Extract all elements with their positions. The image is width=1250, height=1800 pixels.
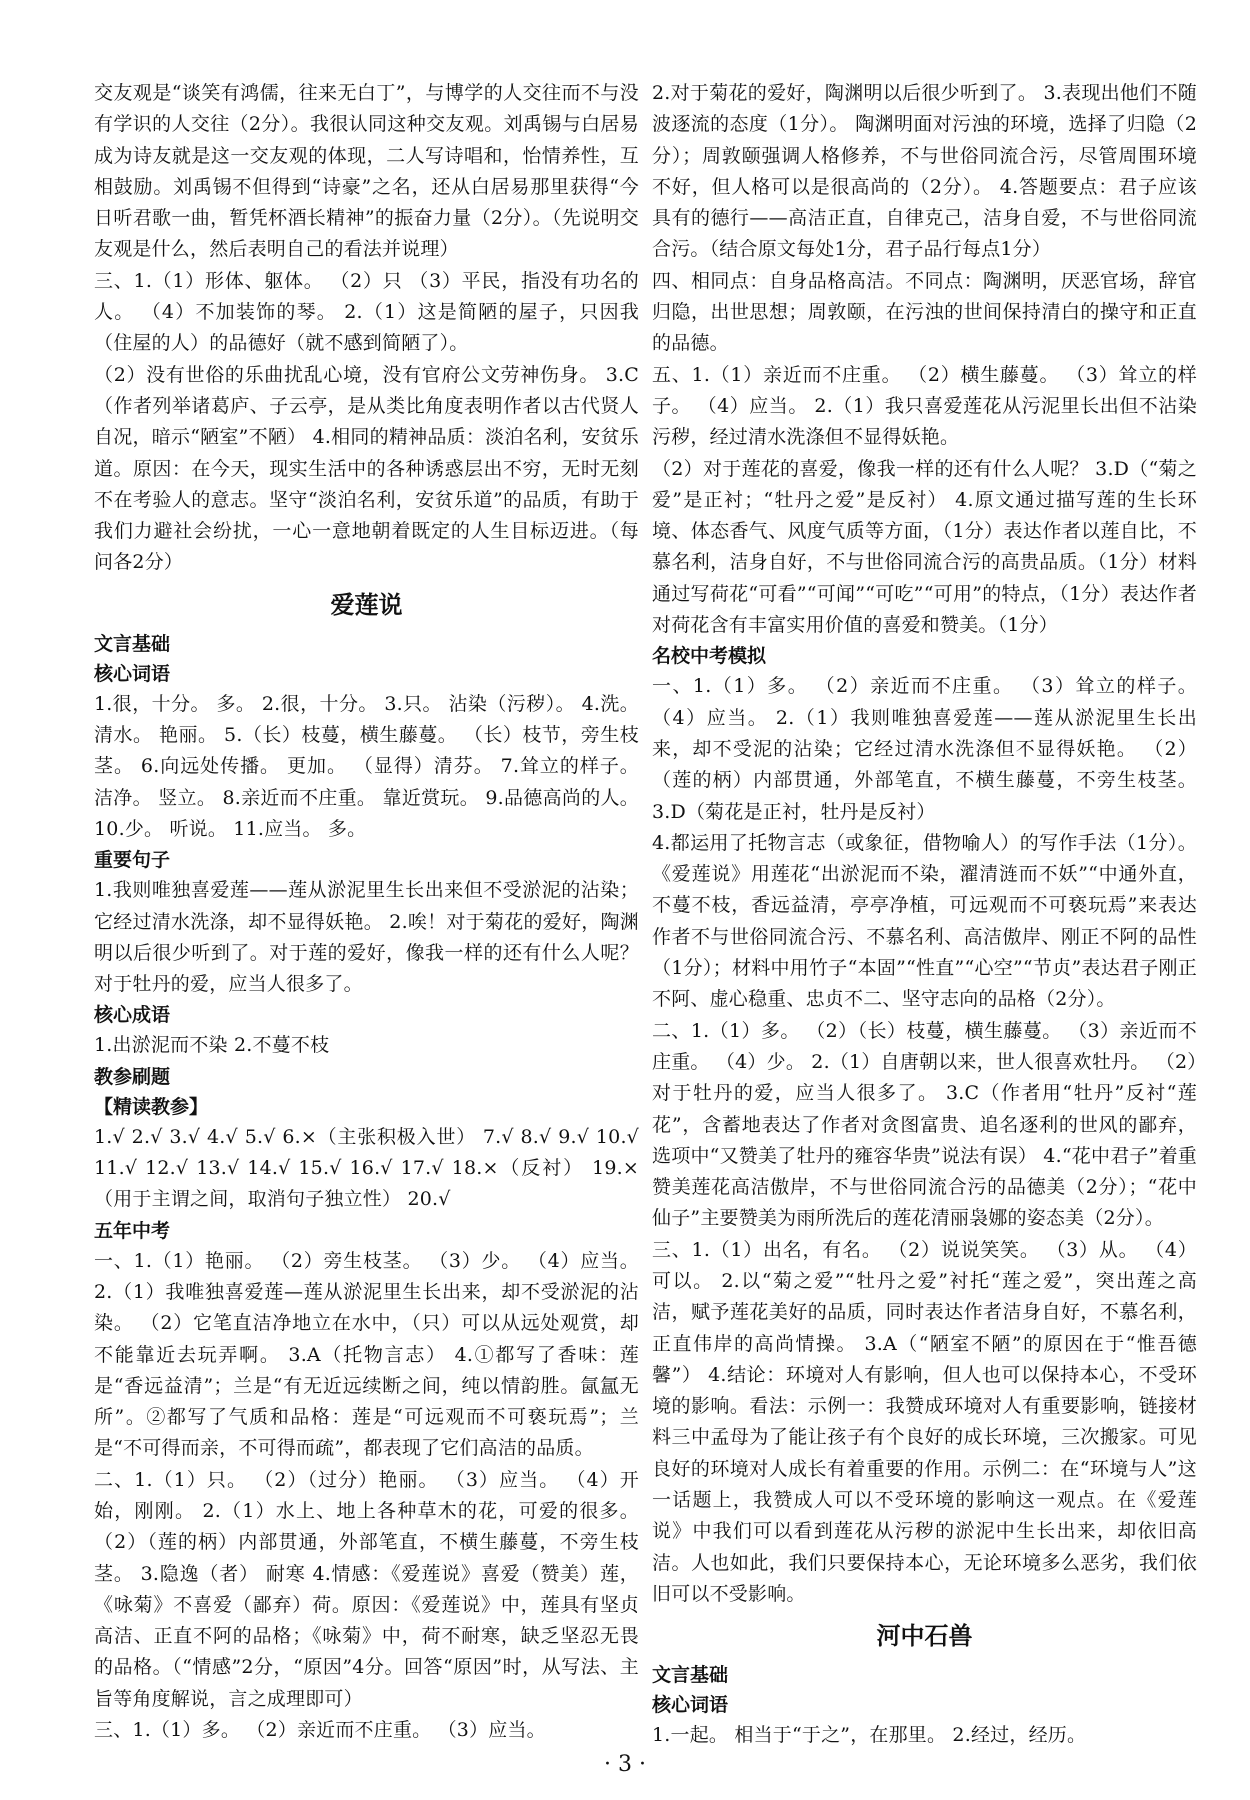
subheading: 教参刷题 (94, 1065, 171, 1088)
paragraph: （2）对于莲花的喜爱，像我一样的还有什么人呢？ 3.D（“菊之爱”是正衬；“牡丹之爱”是反衬） 4.原文通过描写莲的生长环境、体态香气、风度气质等方面，（1分）表达作者以莲自比，不慕名利，洁身自好，不与世俗同流合污的高贵品质。（1分）材料通过写荷花“可看”“可闻”“可吃”“可用”的特点，（1分）表达作者对荷花含有丰富实用价值的喜爱和赞美。（1分） (652, 457, 1197, 637)
section-title: 河中石兽 (876, 1622, 973, 1651)
subheading: 名校中考模拟 (652, 645, 767, 668)
subheading: 核心成语 (94, 1004, 171, 1027)
paragraph: 三、1.（1）形体、躯体。 （2）只 （3）平民，指没有功名的人。 （4）不加装饰的琴。 2.（1）这是简陋的屋子，只因我（住屋的人）的品德好（就不感到简陋了）。 (94, 269, 639, 355)
subheading: 【精读教参】 (94, 1095, 209, 1118)
paragraph: 三、1.（1）多。 （2）亲近而不庄重。 （3）应当。 (94, 1719, 546, 1742)
paragraph: 五、1.（1）亲近而不庄重。 （2）横生藤蔓。 （3）耸立的样子。 （4）应当。 2.（1）我只喜爱莲花从污泥里长出但不沾染污秽，经过清水洗涤但不显得妖艳。 (652, 363, 1197, 449)
subheading: 核心词语 (94, 662, 171, 685)
paragraph: 四、相同点：自身品格高洁。不同点：陶渊明，厌恶官场，辞官归隐，出世思想；周敦颐，在污浊的世间保持清白的操守和正直的品德。 (652, 269, 1197, 355)
subheading: 文言基础 (652, 1664, 729, 1687)
left-column (94, 78, 639, 1746)
paragraph: 1.√ 2.√ 3.√ 4.√ 5.√ 6.×（主张积极入世） 7.√ 8.√ 9.√ 10.√ 11.√ 12.√ 13.√ 14.√ 15.√ 16.√ 17.√ 18.×（反衬） 19.×（用于主谓之间，取消句子独立性） 20.√ (94, 1125, 639, 1211)
paragraph: （2）没有世俗的乐曲扰乱心境，没有官府公文劳神伤身。 3.C（作者列举诸葛庐、子云亭，是从类比角度表明作者以古代贤人自况，暗示“陋室”不陋） 4.相同的精神品质：淡泊名利，安贫乐道。原因：在今天，现实生活中的各种诱惑层出不穷，无时无刻不在考验人的意志。坚守“淡泊名利，安贫乐道”的品质，有助于我们力避社会纷扰，一心一意地朝着既定的人生目标迈进。（每问各2分） (94, 363, 639, 574)
paragraph: 一、1.（1）艳丽。 （2）旁生枝茎。 （3）少。 （4）应当。 2.（1）我唯独喜爱莲—莲从淤泥里生长出来，却不受淤泥的沾染。 （2）它笔直洁净地立在水中，（只）可以从远处观赏，却不能靠近去玩弄啊。 3.A（托物言志） 4.①都写了香味：莲是“香远益清”；兰是“有无近远续断之间，纯以情韵胜。氤氲无所”。②都写了气质和品格：莲是“可远观而不可亵玩焉”；兰是“不可得而亲，不可得而疏”，都表现了它们高洁的品质。 (94, 1249, 639, 1460)
paragraph: 交友观是“谈笑有鸿儒，往来无白丁”，与博学的人交往而不与没有学识的人交往（2分）。我很认同这种交友观。刘禹锡与白居易成为诗友就是这一交友观的体现，二人写诗唱和，怡情养性，互相鼓励。刘禹锡不但得到“诗豪”之名，还从白居易那里获得“今日听君歌一曲，暂凭杯酒长精神”的振奋力量（2分）。（先说明交友观是什么，然后表明自己的看法并说理） (94, 82, 639, 261)
page-number: · 3 · (604, 1752, 646, 1777)
subheading: 核心词语 (652, 1694, 729, 1717)
right-column (652, 78, 1197, 1752)
paragraph: 1.很，十分。 多。 2.很，十分。 3.只。 沾染（污秽）。 4.洗。 清水。 艳丽。 5.（长）枝蔓，横生藤蔓。 （长）枝节，旁生枝茎。 6.向远处传播。 更加。 （显得）清芬。 7.耸立的样子。 洁净。 竖立。 8.亲近而不庄重。 靠近赏玩。 9.品德高尚的人。 10.少。 听说。 11.应当。 多。 (94, 692, 639, 840)
paragraph: 二、1.（1）多。 （2）（长）枝蔓，横生藤蔓。 （3）亲近而不庄重。 （4）少。 2.（1）自唐朝以来，世人很喜欢牡丹。 （2）对于牡丹的爱，应当人很多了。 3.C（作者用“牡丹”反衬“莲花”，含蓄地表达了作者对贪图富贵、追名逐利的世风的鄙弃，选项中“又赞美了牡丹的雍容华贵”说法有误） 4.“花中君子”着重赞美莲花高洁傲岸，不与世俗同流合污的品德美（2分）；“花中仙子”主要赞美为雨所洗后的莲花清丽袅娜的姿态美（2分）。 (652, 1019, 1197, 1230)
subheading: 五年中考 (94, 1219, 171, 1242)
subheading: 文言基础 (94, 632, 171, 655)
paragraph: 1.一起。 相当于“于之”，在那里。 2.经过，经历。 (652, 1724, 1087, 1747)
paragraph: 二、1.（1）只。 （2）（过分）艳丽。 （3）应当。 （4）开始，刚刚。 2.（1）水上、地上各种草木的花，可爱的很多。 （2）（莲的柄）内部贯通，外部笔直，不横生藤蔓，不旁生枝茎。 3.隐逸（者） 耐寒 4.情感：《爱莲说》喜爱（赞美）莲，《咏菊》不喜爱（鄙弃）荷。原因：《爱莲说》中，莲具有坚贞高洁、正直不阿的品格；《咏菊》中，荷不耐寒，缺乏坚忍无畏的品格。（“情感”2分，“原因”4分。回答“原因”时，从写法、主旨等角度解说，言之成理即可） (94, 1468, 639, 1710)
paragraph: 2.对于菊花的爱好，陶渊明以后很少听到了。 3.表现出他们不随波逐流的态度（1分）。 陶渊明面对污浊的环境，选择了归隐（2分）；周敦颐强调人格修养，不与世俗同流合污，尽管周围环境不好，但人格可以是很高尚的（2分）。 4.答题要点：君子应该具有的德行——高洁正直，自律克己，洁身自爱，不与世俗同流合污。（结合原文每处1分，君子品行每点1分） (652, 82, 1197, 261)
subheading: 重要句子 (94, 849, 171, 872)
paragraph: 1.我则唯独喜爱莲——莲从淤泥里生长出来但不受淤泥的沾染；它经过清水洗涤，却不显得妖艳。 2.唉！对于菊花的爱好，陶渊明以后很少听到了。对于莲的爱好，像我一样的还有什么人呢？对于牡丹的爱，应当人很多了。 (94, 879, 639, 996)
paragraph: 一、1.（1）多。 （2）亲近而不庄重。 （3）耸立的样子。 （4）应当。 2.（1）我则唯独喜爱莲——莲从淤泥里生长出来，却不受泥的沾染；它经过清水洗涤但不显得妖艳。 （2）（莲的柄）内部贯通，外部笔直，不横生藤蔓，不旁生枝茎。 3.D（菊花是正衬，牡丹是反衬） (652, 675, 1197, 823)
paragraph: 三、1.（1）出名，有名。 （2）说说笑笑。 （3）从。 （4）可以。 2.以“菊之爱”“牡丹之爱”衬托“莲之爱”，突出莲之高洁，赋予莲花美好的品质，同时表达作者洁身自好，不慕名利，正直伟岸的高尚情操。 3.A（“陋室不陋”的原因在于“惟吾德馨”） 4.结论：环境对人有影响，但人也可以保持本心，不受环境的影响。看法：示例一：我赞成环境对人有重要影响，链接材料三中孟母为了能让孩子有个良好的成长环境，三次搬家。可见良好的环境对人成长有着重要的作用。示例二：在“环境与人”这一话题上，我赞成人可以不受环境的影响这一观点。在《爱莲说》中我们可以看到莲花从污秽的淤泥中生长出来，却依旧高洁。人也如此，我们只要保持本心，无论环境多么恶劣，我们依旧可以不受影响。 (652, 1238, 1197, 1605)
section-title: 爱莲说 (330, 590, 403, 619)
paragraph: 1.出淤泥而不染 2.不蔓不枝 (94, 1034, 330, 1057)
paragraph: 4.都运用了托物言志（或象征，借物喻人）的写作手法（1分）。《爱莲说》用莲花“出淤泥而不染，濯清涟而不妖”“中通外直，不蔓不枝，香远益清，亭亭净植，可远观而不可亵玩焉”来表达作者不与世俗同流合污、不慕名利、高洁傲岸、刚正不阿的品性（1分）；材料中用竹子“本固”“性直”“心空”“节贞”表达君子刚正不阿、虚心稳重、忠贞不二、坚守志向的品格（2分）。 (652, 831, 1197, 1011)
